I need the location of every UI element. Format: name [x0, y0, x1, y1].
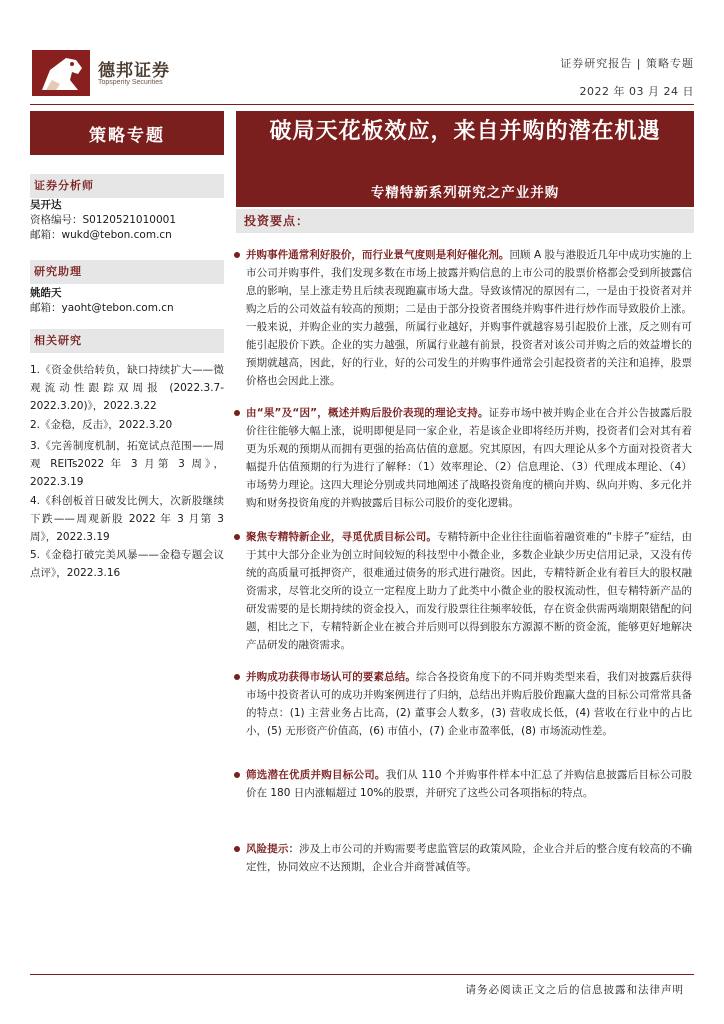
key-point-lead: 筛选潜在优质并购目标公司。 [246, 769, 386, 781]
analyst-certificate: 资格编号：S0120521010001 [30, 214, 177, 226]
sidebar-banner: 策略专题 [30, 111, 224, 155]
key-point [246, 668, 692, 740]
related-research-item[interactable]: 2.《金稳，反击》，2022.3.20 [30, 419, 173, 431]
logo-mark-icon [32, 50, 90, 96]
assistant-heading: 研究助理 [30, 260, 224, 284]
key-point [246, 528, 692, 654]
analyst-heading: 证券分析师 [30, 174, 224, 198]
bullet-dot-icon [234, 534, 240, 540]
report-title: 破局天花板效应，来自并购的潜在机遇 [269, 119, 661, 144]
logo-name: 德邦证券 [98, 61, 170, 81]
analyst-name: 吴开达 [30, 199, 62, 211]
analyst-email[interactable]: 邮箱：wukd@tebon.com.cn [30, 229, 172, 241]
bullet-dot-icon [234, 772, 240, 778]
key-point-text: 证券市场中被并购企业在合并公告披露后股价往往能够大幅上涨，说明即便是同一家企业，若是该企业即将经历并购，投资者们会对其有着更为乐观的预期从而拥有更强的抬高估值的意愿。究其原因，有四大理论从多个方面对投资者大幅提升估值预期的行为进行了解释：（1）效率理论、（2）信息理论、（3）代理成本理论、（4）市场势力理论。这四大理论分别或共同地阐述了战略投资角度的横向并购、纵向并购、多元化并购和财务投资角度的并购披露后目标公司股价的变化逻辑。 [246, 407, 692, 509]
related-research-item[interactable]: 4.《科创板首日破发比例大，次新股继续下跌——周观新股 2022 年 3 月第 3 周》，2022.3.19 [30, 495, 224, 543]
header-divider [30, 104, 694, 105]
assistant-email[interactable]: 邮箱：yaoht@tebon.com.cn [30, 302, 174, 314]
key-point-text: 综合各投资角度下的不同并购类型来看，我们对披露后获得市场中投资者认可的成功并购案例进行了归纳，总结出并购后股价跑赢大盘的目标公司常常具备的特点：(1) 主营业务占比高，(2) 董事会人数多，(3) 营收成长低，(4) 营收在行业中的占比小，(5) 无形资产价值高，(6) 市值小，(7) 企业市盈率低，(8) 市场流动性差。 [246, 671, 693, 737]
bullet-dot-icon [234, 846, 240, 852]
footer-divider [30, 974, 694, 975]
key-point-lead: 聚焦专精特新企业，寻觅优质目标公司。 [246, 531, 437, 543]
bullet-dot-icon [234, 674, 240, 680]
assistant-name: 姚皓天 [30, 287, 62, 299]
risk-warning-text: 涉及上市公司的并购需要考虑监管层的政策风险，企业合并后的整合度有较高的不确定性，协同效应不达预期，企业合并商誉减值等。 [246, 843, 693, 873]
report-type: 证券研究报告 [560, 57, 633, 70]
key-point-lead: 由“果”及“因”，概述并购后股价表现的理论支持。 [246, 407, 489, 419]
company-logo [32, 50, 192, 96]
report-category: 策略专题 [646, 57, 694, 70]
key-points-heading: 投资要点： [236, 209, 694, 233]
related-research-heading: 相关研究 [30, 329, 224, 353]
key-point-text: 回顾 A 股与港股近几年中成功实施的上市公司并购事件，我们发现多数在市场上披露并购信息的上市公司的股票价格都会受到所披露信息的影响，呈上涨走势且后续表现跑赢市场大盘。导致该情况的原因有二，一是由于投资者对并购之后的公司效益有较高的预期；二是由于部分投资者围绕并购事件进行炒作而导致股价上涨。一般来说，并购企业的实力越强，所属行业越好，并购事件就越容易引起股价上涨，反之则有可能引起股价下跌。企业的实力越强，所属行业越有前景，投资者对该公司并购之后的效益增长的预期就越高，因此，好的行业，好的公司发生的并购事件通常会引起投资者的关注和追捧，股票价格也会因此上涨。 [246, 249, 693, 387]
related-research-item[interactable]: 1.《资金供给转负，缺口持续扩大——微观流动性跟踪双周报 (2022.3.7-2022.3.20)》，2022.3.22 [30, 364, 224, 412]
logo-english-name: Topsperity Securities [98, 79, 163, 86]
meta-separator: | [636, 57, 646, 70]
key-point [246, 766, 692, 802]
bullet-dot-icon [234, 252, 240, 258]
title-block [236, 111, 694, 207]
risk-warning-lead: 风险提示： [246, 843, 300, 855]
key-point [246, 404, 692, 512]
key-point-text: 我们从 110 个并购事件样本中汇总了并购信息披露后目标公司股价在 180 日内涨幅超过 10%的股票，并研究了这些公司各项指标的特点。 [246, 769, 693, 799]
report-subtitle: 专精特新系列研究之产业并购 [370, 185, 560, 201]
key-point [246, 246, 692, 390]
key-point-text: 专精特新中企业往往面临着融资难的“卡脖子”症结，由于其中大部分企业为创立时间较短的科技型中小微企业，多数企业缺少历史信用记录，又没有传统的高质量可抵押资产，很难通过债务的形式进行融资。因此，专精特新企业有着巨大的股权融资需求，尽管北交所的设立一定程度上助力了此类中小微企业的股权流动性，但专精特新产品的研发需要的是长期持续的资金投入，而发行股票往往频率较低，存在资金供需两端期限错配的问题，相比之下，专精特新企业在被合并后则可以得到股东方源源不断的资金流，能够更好地解决产品研发的融资需求。 [246, 531, 692, 651]
risk-warning [246, 840, 692, 876]
key-point-lead: 并购事件通常利好股价，而行业景气度则是利好催化剂。 [246, 249, 510, 261]
footer-disclaimer[interactable]: 请务必阅读正文之后的信息披露和法律声明 [465, 984, 684, 996]
report-date: 2022 年 03 月 24 日 [579, 85, 694, 98]
key-point-lead: 并购成功获得市场认可的要素总结。 [246, 671, 416, 683]
related-research-item[interactable]: 5.《金稳打破完美风暴——金稳专题会议点评》，2022.3.16 [30, 549, 224, 579]
bullet-dot-icon [234, 410, 240, 416]
related-research-item[interactable]: 3.《完善制度机制，拓宽试点范围——周观 REITs2022 年 3 月第 3 周》，2022.3.19 [30, 440, 224, 488]
report-meta [560, 55, 694, 71]
